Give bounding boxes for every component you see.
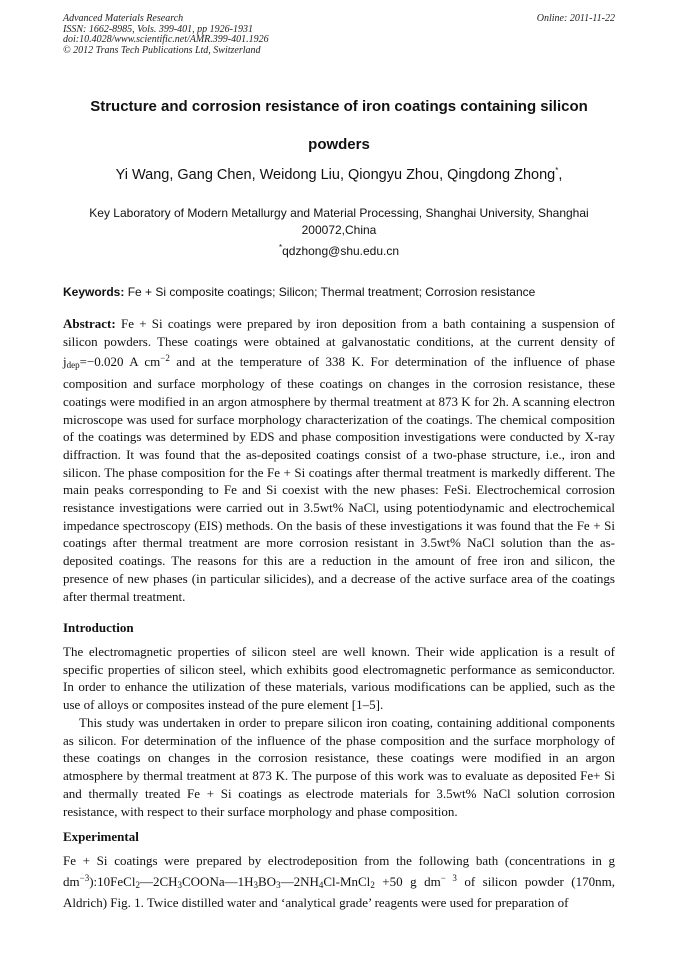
exp-subscript: 3 <box>253 879 258 890</box>
doi-line: doi:10.4028/www.scientific.net/AMR.399-401.1926 <box>63 34 269 46</box>
exp-superscript: − 3 <box>440 872 457 883</box>
introduction-heading: Introduction <box>63 620 134 635</box>
abstract-text-1: Fe + Si coatings were prepared by iron deposition from a bath containing a suspension of silicon powders. These coatings were obtained at galvanostatic conditions, at the current density of j <box>63 316 615 370</box>
exp-subscript: 2 <box>135 879 140 890</box>
online-date: Online: 2011-11-22 <box>536 13 615 24</box>
abstract-j-subscript: dep <box>66 360 80 371</box>
title-line-2: powders <box>308 136 370 153</box>
title-line-1: Structure and corrosion resistance of iron coatings containing silicon <box>90 98 588 115</box>
affiliation <box>63 205 615 239</box>
introduction-paragraph-2: This study was undertaken in order to prepare silicon iron coating, containing additional components as silicon. For determination of the influence of the phase composition and the surface morphology of these coatings on changes in the corrosion resistance, these coatings were modified in an argon atmosphere by thermal treatment at 873 K. The purpose of this work was to evaluate as deposited Fe+ Si and thermally treated Fe + Si coatings as electrode materials for 3.5wt% NaCl solution corrosion resistance, with respect to their surface morphology and phase composition. <box>63 715 615 819</box>
exp-text: —2CH <box>139 873 178 889</box>
exp-text: Cl-MnCl <box>323 873 371 889</box>
exp-text: —2NH <box>280 873 319 889</box>
authors-end: , <box>558 167 563 183</box>
abstract-superscript: −2 <box>160 353 170 364</box>
exp-superscript: −3 <box>79 872 90 883</box>
corresponding-email <box>63 244 615 258</box>
affiliation-line-1: Key Laboratory of Modern Metallurgy and Material Processing, Shanghai University, Shanghai <box>89 206 589 220</box>
exp-subscript: 4 <box>318 879 324 890</box>
abstract-label: Abstract: <box>63 316 116 331</box>
exp-text: COONa—1H <box>182 873 254 889</box>
keywords-label: Keywords: <box>63 285 125 299</box>
abstract-text-3: and at the temperature of 338 K. For determination of the influence of phase composition and surface morphology of these coatings on changes in the corrosion resistance, these coatings were modified in an argon atmosphere by thermal treatment at 873 K for 2h. A scanning electron microscope was used for surface morphology characterization of the coatings. The chemical composition of the coatings was determined by EDS and phase composition investigations were conducted by X-ray diffraction. It was found that the as-deposited coatings consist of a two-phase structure, i.e., iron and silicon. The phase composition for the Fe + Si coatings after thermal treatment is markedly different. The main peaks corresponding to Fe and Si coexist with the new phases: FeSi. Electrochemical corrosion resistance investigations were carried out in 3.5wt% NaCl, using potentiodynamic and electrochemical impedance spectroscopy (EIS) methods. On the basis of these investigations it was found that the Fe + Si coatings after thermal treatment are more corrosion resistant in 3.5wt% NaCl solution than the as-deposited coatings. The reasons for this are a reduction in the amount of free iron and silicon, the presence of new phases (in particular silicides), and a decrease of the active surface area of the coatings after thermal treatment. <box>63 354 615 604</box>
abstract <box>63 315 615 605</box>
journal-header <box>63 14 615 56</box>
authors-names: Yi Wang, Gang Chen, Weidong Liu, Qiongyu Zhou, Qingdong Zhong <box>115 167 556 183</box>
corresponding-mark: * <box>555 166 559 176</box>
keywords <box>63 285 615 299</box>
experimental-paragraph <box>63 852 615 912</box>
affiliation-line-2: 200072,China <box>301 223 377 237</box>
exp-subscript: 3 <box>177 879 182 890</box>
copyright-line: © 2012 Trans Tech Publications Ltd, Switzerland <box>63 44 261 56</box>
exp-text: ):10FeCl <box>89 873 136 889</box>
exp-text: +50 g dm <box>374 873 441 889</box>
issn-line: ISSN: 1662-8985, Vols. 399-401, pp 1926-1931 <box>63 23 253 35</box>
exp-subscript: 2 <box>370 879 375 890</box>
introduction-paragraph-1: The electromagnetic properties of silicon steel are well known. Their wide application is a result of specific properties of silicon steel, which exhibits good electromagnetic performance as semiconductor. In order to enhance the utilization of these materials, various modifications can be applied, such as the use of alloys or composites instead of the pure element [1–5]. <box>63 644 615 713</box>
author-list <box>40 167 638 183</box>
journal-name: Advanced Materials Research <box>63 13 184 24</box>
exp-text: Fe + Si coatings were prepared by electrodeposition from the following bath (concentrations in g dm <box>63 853 615 889</box>
abstract-text-2: =−0.020 A cm <box>79 354 161 370</box>
experimental-heading: Experimental <box>63 829 139 844</box>
keywords-text: Fe + Si composite coatings; Silicon; Thermal treatment; Corrosion resistance <box>127 285 536 299</box>
exp-text: BO <box>258 873 277 889</box>
exp-text: of silicon powder (170nm, Aldrich) Fig. 1. Twice distilled water and ‘analytical grade’ reagents were used for preparation of <box>63 873 615 911</box>
exp-subscript: 3 <box>276 879 281 890</box>
email-mark: * <box>278 243 283 252</box>
email-address: qdzhong@shu.edu.cn <box>282 244 400 258</box>
paper-title <box>60 88 618 164</box>
